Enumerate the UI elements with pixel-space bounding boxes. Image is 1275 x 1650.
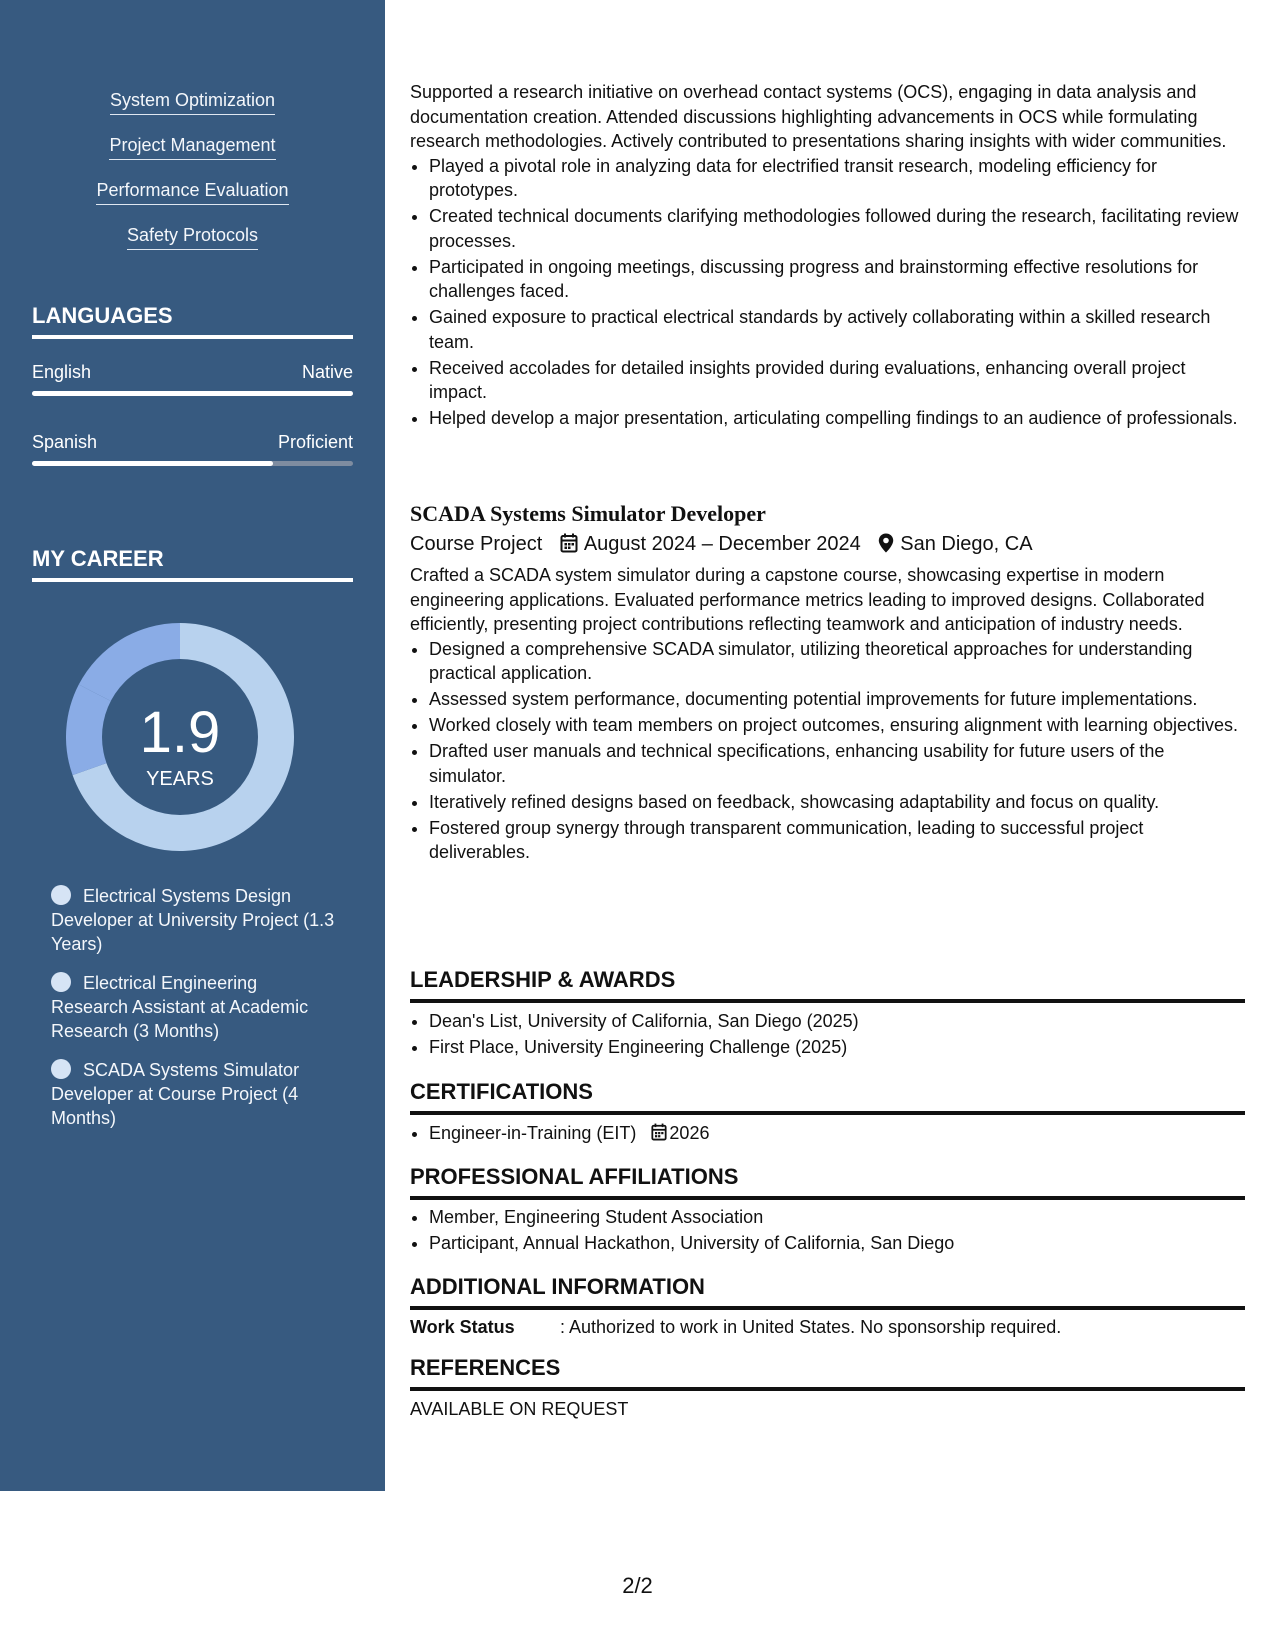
career-item-text: Electrical Engineering Research Assistant at Academic Research (3 Months): [51, 973, 309, 1041]
leadership-heading: LEADERSHIP & AWARDS: [410, 967, 1245, 1003]
list-item: • Designed a comprehensive SCADA simulator, utilizing theoretical approaches for understanding practical application.: [429, 637, 1245, 686]
research-bullets: [410, 154, 1245, 431]
scada-summary: Crafted a SCADA system simulator during a capstone course, showcasing expertise in modern engineering applications. Evaluated performance metrics leading to improved designs. Collaborated efficiently, presenting project contributions reflecting teamwork and anticipation of industry needs.: [410, 565, 1205, 634]
affiliations-section: [410, 1205, 1245, 1257]
work-status-label: Work Status: [410, 1317, 515, 1337]
calendar-icon: [560, 533, 578, 553]
certifications-section: [410, 1121, 1245, 1147]
skill-item: [0, 224, 385, 250]
list-item: • Received accolades for detailed insights provided during evaluations, enhancing overall project impact.: [429, 356, 1245, 405]
language-bar-fill: [32, 391, 353, 396]
skill-item: [0, 134, 385, 160]
list-item: • Participant, Annual Hackathon, University of California, San Diego: [429, 1231, 1245, 1256]
page-number: 2/2: [622, 1573, 653, 1598]
language-bar: [32, 391, 353, 396]
career-total-value: 1.9: [139, 700, 221, 765]
list-item: • Assessed system performance, documenting potential improvements for future implementations.: [429, 687, 1245, 712]
career-item: [51, 1058, 336, 1130]
job-meta: [410, 531, 1245, 557]
research-summary: Supported a research initiative on overhead contact systems (OCS), engaging in data analysis and documentation creation. Attended discussions highlighting advancements in OCS while formulating research methodologies. Actively contributed to presentations sharing insights with wider communities.: [410, 82, 1227, 151]
language-name: Spanish: [32, 432, 98, 452]
language-name: English: [32, 362, 92, 382]
scada-experience: [410, 500, 1245, 866]
list-item: • Participated in ongoing meetings, discussing progress and brainstorming effective resolutions for challenges faced.: [429, 255, 1245, 304]
references-text: AVAILABLE ON REQUEST: [410, 1399, 629, 1419]
job-org: Course Project: [410, 533, 543, 555]
leadership-section: [410, 1009, 1245, 1061]
affiliations-list: [410, 1205, 1245, 1256]
research-experience: [410, 80, 1245, 432]
sidebar: [0, 0, 385, 1491]
language-row: [32, 431, 353, 453]
skill-item: [0, 89, 385, 115]
additional-section: [410, 1315, 1245, 1340]
job-title: SCADA Systems Simulator Developer: [410, 501, 766, 526]
references-heading: REFERENCES: [410, 1355, 1245, 1391]
career-dot-icon: [51, 972, 71, 992]
career-dot-icon: [51, 1059, 71, 1079]
list-item: • Worked closely with team members on project outcomes, ensuring alignment with learning objectives.: [429, 713, 1245, 738]
list-item: • Helped develop a major presentation, articulating compelling findings to an audience of professionals.: [429, 406, 1245, 431]
career-heading: MY CAREER: [32, 546, 353, 582]
location-pin-icon: [878, 533, 894, 553]
career-item-text: Electrical Systems Design Developer at University Project (1.3 Years): [51, 886, 335, 954]
list-item: • Drafted user manuals and technical specifications, enhancing usability for future users of the simulator.: [429, 739, 1245, 788]
career-donut-chart: [66, 623, 294, 851]
list-item: [429, 1121, 1245, 1146]
scada-bullets: [410, 637, 1245, 865]
list-item: • Played a pivotal role in analyzing data for electrified transit research, modeling efficiency for prototypes.: [429, 154, 1245, 203]
skill-label: Project Management: [109, 134, 275, 160]
career-item: [51, 971, 336, 1043]
affiliations-heading: PROFESSIONAL AFFILIATIONS: [410, 1164, 1245, 1200]
additional-heading: ADDITIONAL INFORMATION: [410, 1274, 1245, 1310]
list-item: • Iteratively refined designs based on feedback, showcasing adaptability and focus on quality.: [429, 790, 1245, 815]
certifications-heading: CERTIFICATIONS: [410, 1079, 1245, 1115]
certifications-list: [410, 1121, 1245, 1146]
list-item: • Created technical documents clarifying methodologies followed during the research, facilitating review processes.: [429, 204, 1245, 253]
skill-label: Performance Evaluation: [96, 179, 288, 205]
list-item: • Dean's List, University of California, San Diego (2025): [429, 1009, 1245, 1034]
career-item: [51, 884, 336, 956]
leadership-list: [410, 1009, 1245, 1060]
list-item: • Fostered group synergy through transparent communication, leading to successful project deliverables.: [429, 816, 1245, 865]
skill-label: System Optimization: [110, 89, 275, 115]
language-bar: [32, 461, 353, 466]
career-total-unit: YEARS: [146, 768, 214, 790]
work-status-value: : Authorized to work in United States. No sponsorship required.: [560, 1317, 1062, 1337]
languages-heading: LANGUAGES: [32, 303, 353, 339]
list-item: • Gained exposure to practical electrical standards by actively collaborating within a skilled research team.: [429, 305, 1245, 354]
language-bar-fill: [32, 461, 273, 466]
skill-item: [0, 179, 385, 205]
language-row: [32, 361, 353, 383]
list-item: • First Place, University Engineering Challenge (2025): [429, 1035, 1245, 1060]
job-dates: August 2024 – December 2024: [583, 533, 861, 555]
job-location: San Diego, CA: [900, 533, 1033, 555]
career-dot-icon: [51, 885, 71, 905]
list-item: • Member, Engineering Student Association: [429, 1205, 1245, 1230]
certification-year: 2026: [669, 1123, 710, 1143]
certification-name: Engineer-in-Training (EIT): [429, 1123, 637, 1143]
skill-label: Safety Protocols: [127, 224, 258, 250]
calendar-icon: [651, 1123, 667, 1141]
language-level: Native: [301, 362, 353, 382]
language-level: Proficient: [277, 432, 353, 452]
career-item-text: SCADA Systems Simulator Developer at Course Project (4 Months): [51, 1060, 300, 1128]
